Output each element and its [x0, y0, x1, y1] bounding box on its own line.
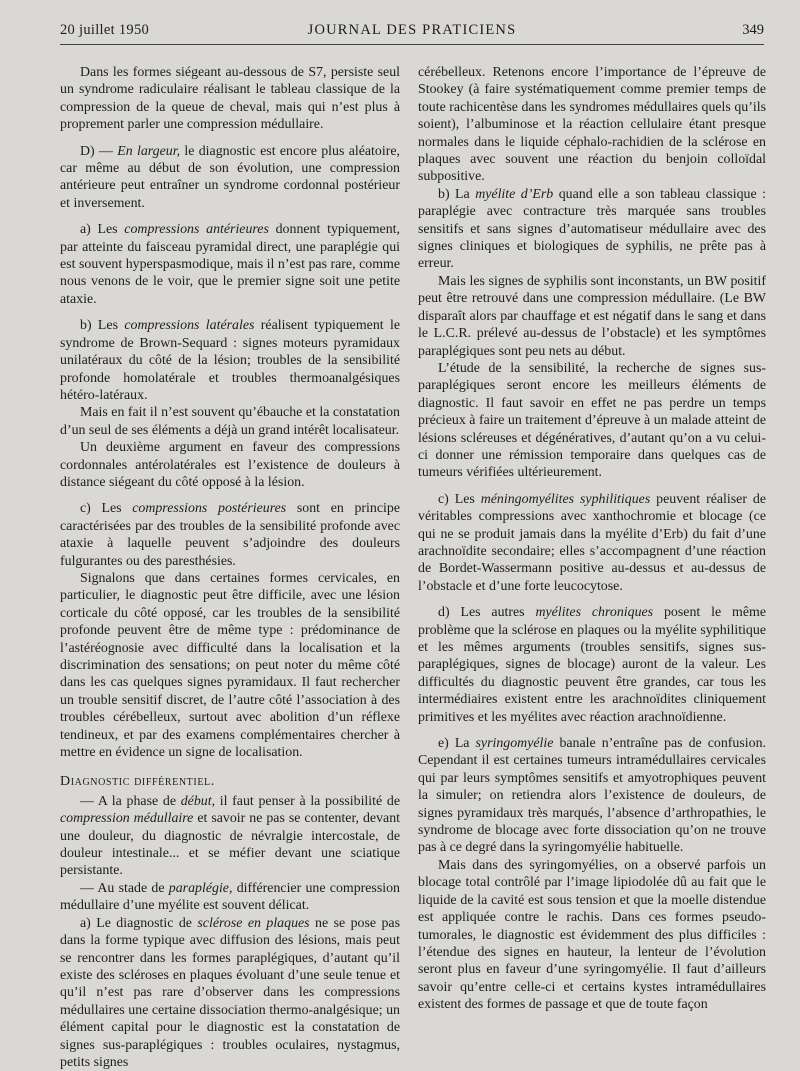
paragraph: Mais les signes de syphilis sont inconstants, un BW positif peut être retrouvé dans une compression médullaire. (Le BW disparaît alors par chauffage et est négatif dans le sang et dans le L.C.R. prélevé au-dessus de l’obstacle) et les symptômes paraplégiques sont peu nets au début.	[418, 273, 766, 359]
page-header	[60, 22, 764, 45]
paragraph: e) La syringomyélie banale n’entraîne pas de confusion. Cependant il est certaines tumeurs intramédullaires cervicales qui par leurs symptômes sensitifs et amyotrophiques peuvent la simuler; on retiendra alors l’existence de douleurs, de signes pyramidaux très marqués, l’absence d’arthropathies, le syndrome de blocage avec forte dissociation qu’on ne trouve pas à ce degré dans la syringomyélie habituelle.	[418, 736, 766, 856]
paragraph: Mais en fait il n’est souvent qu’ébauche et la constatation d’un seul de ses éléments a déjà un grand intérêt localisateur.	[60, 405, 400, 438]
issue-date: 20 juillet 1950	[60, 22, 150, 38]
paragraph: c) Les compressions postérieures sont en principe caractérisées par des troubles de la sensibilité profonde avec ataxie à laquelle peuvent s’adjoindre des douleurs fulgurantes ou des paresthésies.	[60, 501, 400, 569]
paragraph: Dans les formes siégeant au-dessous de S7, persiste seul un syndrome radiculaire réalisant le tableau classique de la compression de la queue de cheval, mais qui n’est plus à proprement parler une compression médullaire.	[60, 65, 400, 133]
page-number: 349	[742, 22, 764, 38]
paragraph: c) Les méningomyélites syphilitiques peuvent réaliser de véritables compressions avec xanthochromie et blocage (ce qui ne se produit jamais dans la myélite d’Erb) du fait d’une arachnoïdite secondaire; elles s’accompagnent d’une réaction de Bordet-Wassermann positive au-dessus et au-dessus de l’obstacle et d’une forte leucocytose.	[418, 491, 767, 594]
section-heading: Diagnostic différentiel.	[60, 774, 215, 790]
left-column	[60, 64, 400, 1071]
journal-title: JOURNAL DES PRATICIENS	[307, 22, 517, 38]
paragraph: d) Les autres myélites chroniques posent le même problème que la sclérose en plaques ou la myélite syphilitique et les mêmes arguments (troubles sensitifs, signes sus-paraplégiques, signes de blocage) auront de la valeur. Les difficultés du diagnostic peuvent être grandes, car tous les intermédiaires existent entre les arachnoïdites cliniquement primitives et les myélites avec réaction arachnoïdienne.	[418, 605, 766, 725]
right-column	[418, 64, 766, 1014]
paragraph: — Au stade de paraplégie, différencier une compression médullaire d’une myélite est souvent délicat.	[60, 880, 400, 914]
paragraph: L’étude de la sensibilité, la recherche de signes sus-paraplégiques seront encore les meilleurs éléments de diagnostic. Il faut savoir en effet ne pas perdre un temps précieux à faire un traitement d’épreuve à un malade atteint de lésions scléreuses et dégénératives, d’autant qu’on a vu celui-ci donner une rémission temporaire dans quelques cas de tumeurs vérifiées ultérieurement.	[418, 360, 766, 481]
paragraph: Mais dans des syringomyélies, on a observé parfois un blocage total contrôlé par l’image lipiodolée dû au fait que le liquide de la cavité est sous tension et que la moelle distendue est appliquée contre le rachis. Dans ces formes pseudo-tumorales, le diagnostic est évidemment des plus difficiles : l’étendue des signes en hauteur, la lenteur de l’évolution seront plus en faveur d’une syringomyélie. Il faut d’ailleurs savoir qu’entre celle-ci et certains kystes intramédullaires existent des formes de passage et que de toute façon	[418, 857, 766, 1013]
paragraph: D) — En largeur, le diagnostic est encore plus aléatoire, car même au début de son évolution, une compression antérieure peut entraîner un syndrome cordonnal postérieur et inversement.	[60, 143, 400, 211]
paragraph: a) Le diagnostic de sclérose en plaques ne se pose pas dans la forme typique avec diffusion des lésions, mais peut se rencontrer dans les formes paraplégiques, d’autant qu’il existe des scléroses en plaques évoluant d’une seule tenue et qu’il n’est pas rare d’observer dans les compressions médullaires une certaine dissociation thermo-analgésique; un élément capital pour le diagnostic est la constatation de signes sus-paraplégiques : troubles oculaires, nystagmus, petits signes	[60, 915, 400, 1070]
paragraph: b) La myélite d’Erb quand elle a son tableau classique : paraplégie avec contracture très marquée sans troubles sensitifs et sans signes d’automatiseur médullaire avec des signes cliniques et biologiques de syphilis, ne prête pas à erreur.	[418, 186, 766, 272]
paragraph: a) Les compressions antérieures donnent typiquement, par atteinte du faisceau pyramidal direct, une paraplégie qui est souvent hyperspasmodique, mais il n’est pas rare, comme nous venons de le voir, que le premier signe soit une petite ataxie.	[60, 222, 400, 307]
paragraph: b) Les compressions latérales réalisent typiquement le syndrome de Brown-Sequard : signes moteurs pyramidaux unilatéraux du côté de la lésion; troubles de la sensibilité profonde homolatérale et troubles thermoanalgésiques hétéro-latéraux.	[60, 318, 400, 403]
paragraph: cérébelleux. Retenons encore l’importance de l’épreuve de Stookey (à faire systématiquement comme premier temps de toute rachicentèse dans les syndromes médullaires quels qu’ils soient), l’albuminose et la réaction cellulaire étant presque normales dans le liquide céphalo-rachidien de la sclérose en plaques avec souvent une réaction du benjoin colloïdal subpositive.	[418, 65, 766, 185]
paragraph: — A la phase de début, il faut penser à la possibilité de compression médullaire et savoir ne pas se contenter, devant une douleur, du diagnostic de névralgie intercostale, de douleur intestinale... et se méfier devant une sciatique persistante.	[60, 793, 400, 879]
paragraph: Signalons que dans certaines formes cervicales, en particulier, le diagnostic peut être difficile, avec une lésion corticale du côté opposé, car les troubles de la sensibilité profonde peuvent être de même type : prédominance de l’astéréognosie avec difficulté dans la localisation et la discrimination des sensations; on peut noter du même côté dans les cas quelques signes pyramidaux. Il faut rechercher un trouble sensitif discret, de l’autre côté l’association à des troubles cérébelleux, surtout avec abolition d’un réflexe tendineux, et par des examens complémentaires chercher à mettre en évidence un signe de localisation.	[60, 570, 400, 761]
paragraph: Un deuxième argument en faveur des compressions cordonnales antérolatérales est l’existence de douleurs à distance siégeant du côté opposé à la lésion.	[60, 440, 400, 490]
